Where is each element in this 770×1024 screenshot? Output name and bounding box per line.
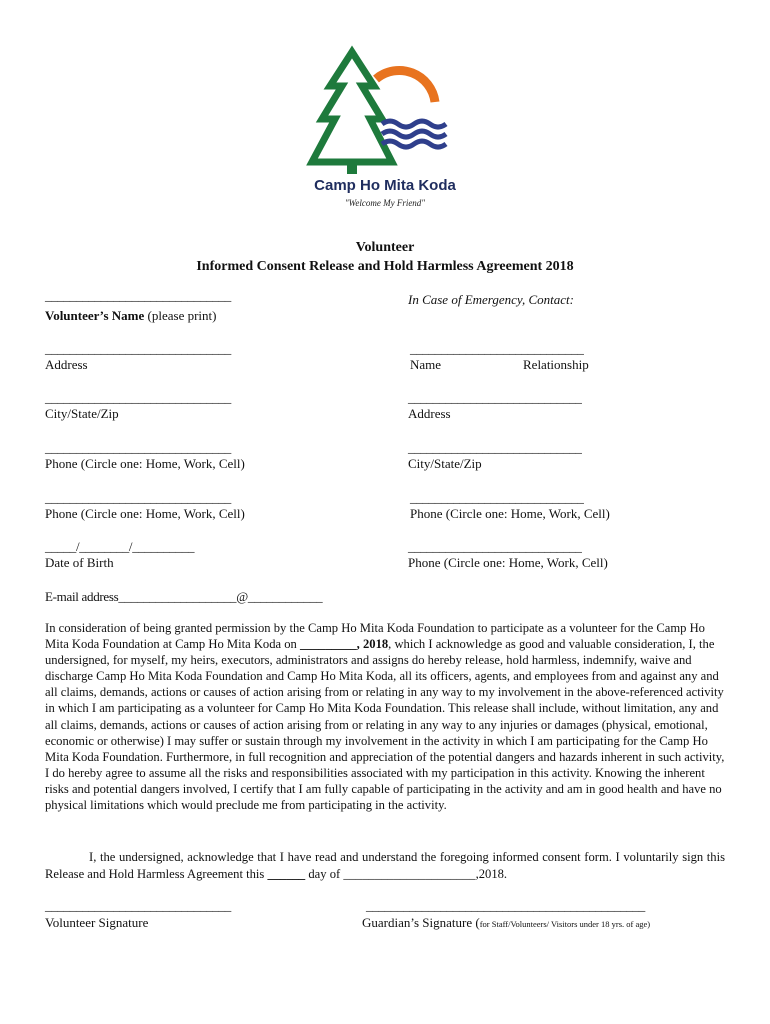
volunteer-phone2-field[interactable]: ______________________________ [45, 490, 232, 505]
volunteer-dob-field[interactable]: _____/________/__________ [45, 539, 195, 554]
volunteer-city-label: City/State/Zip [45, 406, 119, 421]
emergency-address-field[interactable]: ____________________________ [408, 390, 582, 405]
volunteer-signature-field[interactable]: ______________________________ [45, 898, 232, 913]
volunteer-phone1-field[interactable]: ______________________________ [45, 440, 232, 455]
volunteer-name-field[interactable]: ______________________________ [45, 288, 232, 303]
emergency-phone1-field[interactable]: ____________________________ [410, 490, 584, 505]
emergency-phone1-label: Phone (Circle one: Home, Work, Cell) [410, 506, 610, 521]
emergency-heading: In Case of Emergency, Contact: [408, 292, 574, 307]
volunteer-dob-label: Date of Birth [45, 555, 114, 570]
volunteer-city-field[interactable]: ______________________________ [45, 390, 232, 405]
volunteer-name-label: Volunteer’s Name (please print) [45, 308, 217, 323]
logo-tagline: "Welcome My Friend" [344, 198, 426, 208]
guardian-signature-label: Guardian’s Signature (for Staff/Volunteers/ Visitors under 18 yrs. of age) [362, 915, 651, 930]
emergency-city-label: City/State/Zip [408, 456, 482, 471]
volunteer-email-field[interactable]: E-mail address___________________@____________ [45, 589, 323, 604]
emergency-phone2-field[interactable]: ____________________________ [408, 539, 582, 554]
form-title-line2: Informed Consent Release and Hold Harmless Agreement 2018 [196, 259, 574, 274]
acknowledgement-paragraph: I, the undersigned, acknowledge that I have read and understand the foregoing informed consent form. I voluntarily sign this Release and Hold Harmless Agreement this ______ day of _____________________,2018. [45, 850, 725, 881]
volunteer-phone2-label: Phone (Circle one: Home, Work, Cell) [45, 506, 245, 521]
form-title-line1: Volunteer [355, 240, 415, 255]
emergency-relationship-label: Relationship [523, 357, 589, 372]
volunteer-address-label: Address [45, 357, 88, 372]
volunteer-signature-label: Volunteer Signature [45, 915, 149, 930]
guardian-signature-field[interactable]: _____________________________________________ [366, 898, 646, 913]
volunteer-phone1-label: Phone (Circle one: Home, Work, Cell) [45, 456, 245, 471]
volunteer-address-field[interactable]: ______________________________ [45, 341, 232, 356]
camp-logo [300, 44, 470, 214]
emergency-name-label: Name [410, 357, 442, 372]
logo-camp-name: Camp Ho Mita Koda [314, 177, 456, 194]
emergency-phone2-label: Phone (Circle one: Home, Work, Cell) [408, 555, 608, 570]
emergency-city-field[interactable]: ____________________________ [408, 440, 582, 455]
emergency-address-label: Address [408, 406, 451, 421]
emergency-name-field[interactable]: ____________________________ [410, 341, 584, 356]
tree-sun-water-icon [300, 44, 470, 179]
consent-paragraph: In consideration of being granted permission by the Camp Ho Mita Koda Foundation to participate as a volunteer for the Camp Ho Mita Koda Foundation at Camp Ho Mita Koda on _________, 2018, which I acknowledge as good and valuable consideration, I, the undersigned, for myself, my heirs, executors, administrators and assigns do hereby release, hold harmless, indemnify, waive and discharge Camp Ho Mita Koda Foundation and Camp Ho Mita Koda, all its officers, agents, and employees from and against any and all claims, demands, actions or causes of action arising from or relating in any way to my involvement in the above-referenced activity in which I am participating as a volunteer for Camp Ho Mita Koda Foundation. This release shall include, without limitation, any and all claims, demands, actions or causes of action arising from or relating in any way to any injuries or damages (physical, emotional, economic or otherwise) I may suffer or sustain through my involvement in the activity in which I am participating for the Camp Ho Mita Koda Foundation. Furthermore, in full recognition and appreciation of the potential dangers and hazards inherent in such activity, I do hereby agree to assume all the risks and responsibilities associated with my participation in this activity. Knowing the inherent risks and potential dangers involved, I certify that I am fully capable of participating in the activity and am in good health and have no physical limitations which would preclude me from participating in the activity. [45, 621, 725, 813]
